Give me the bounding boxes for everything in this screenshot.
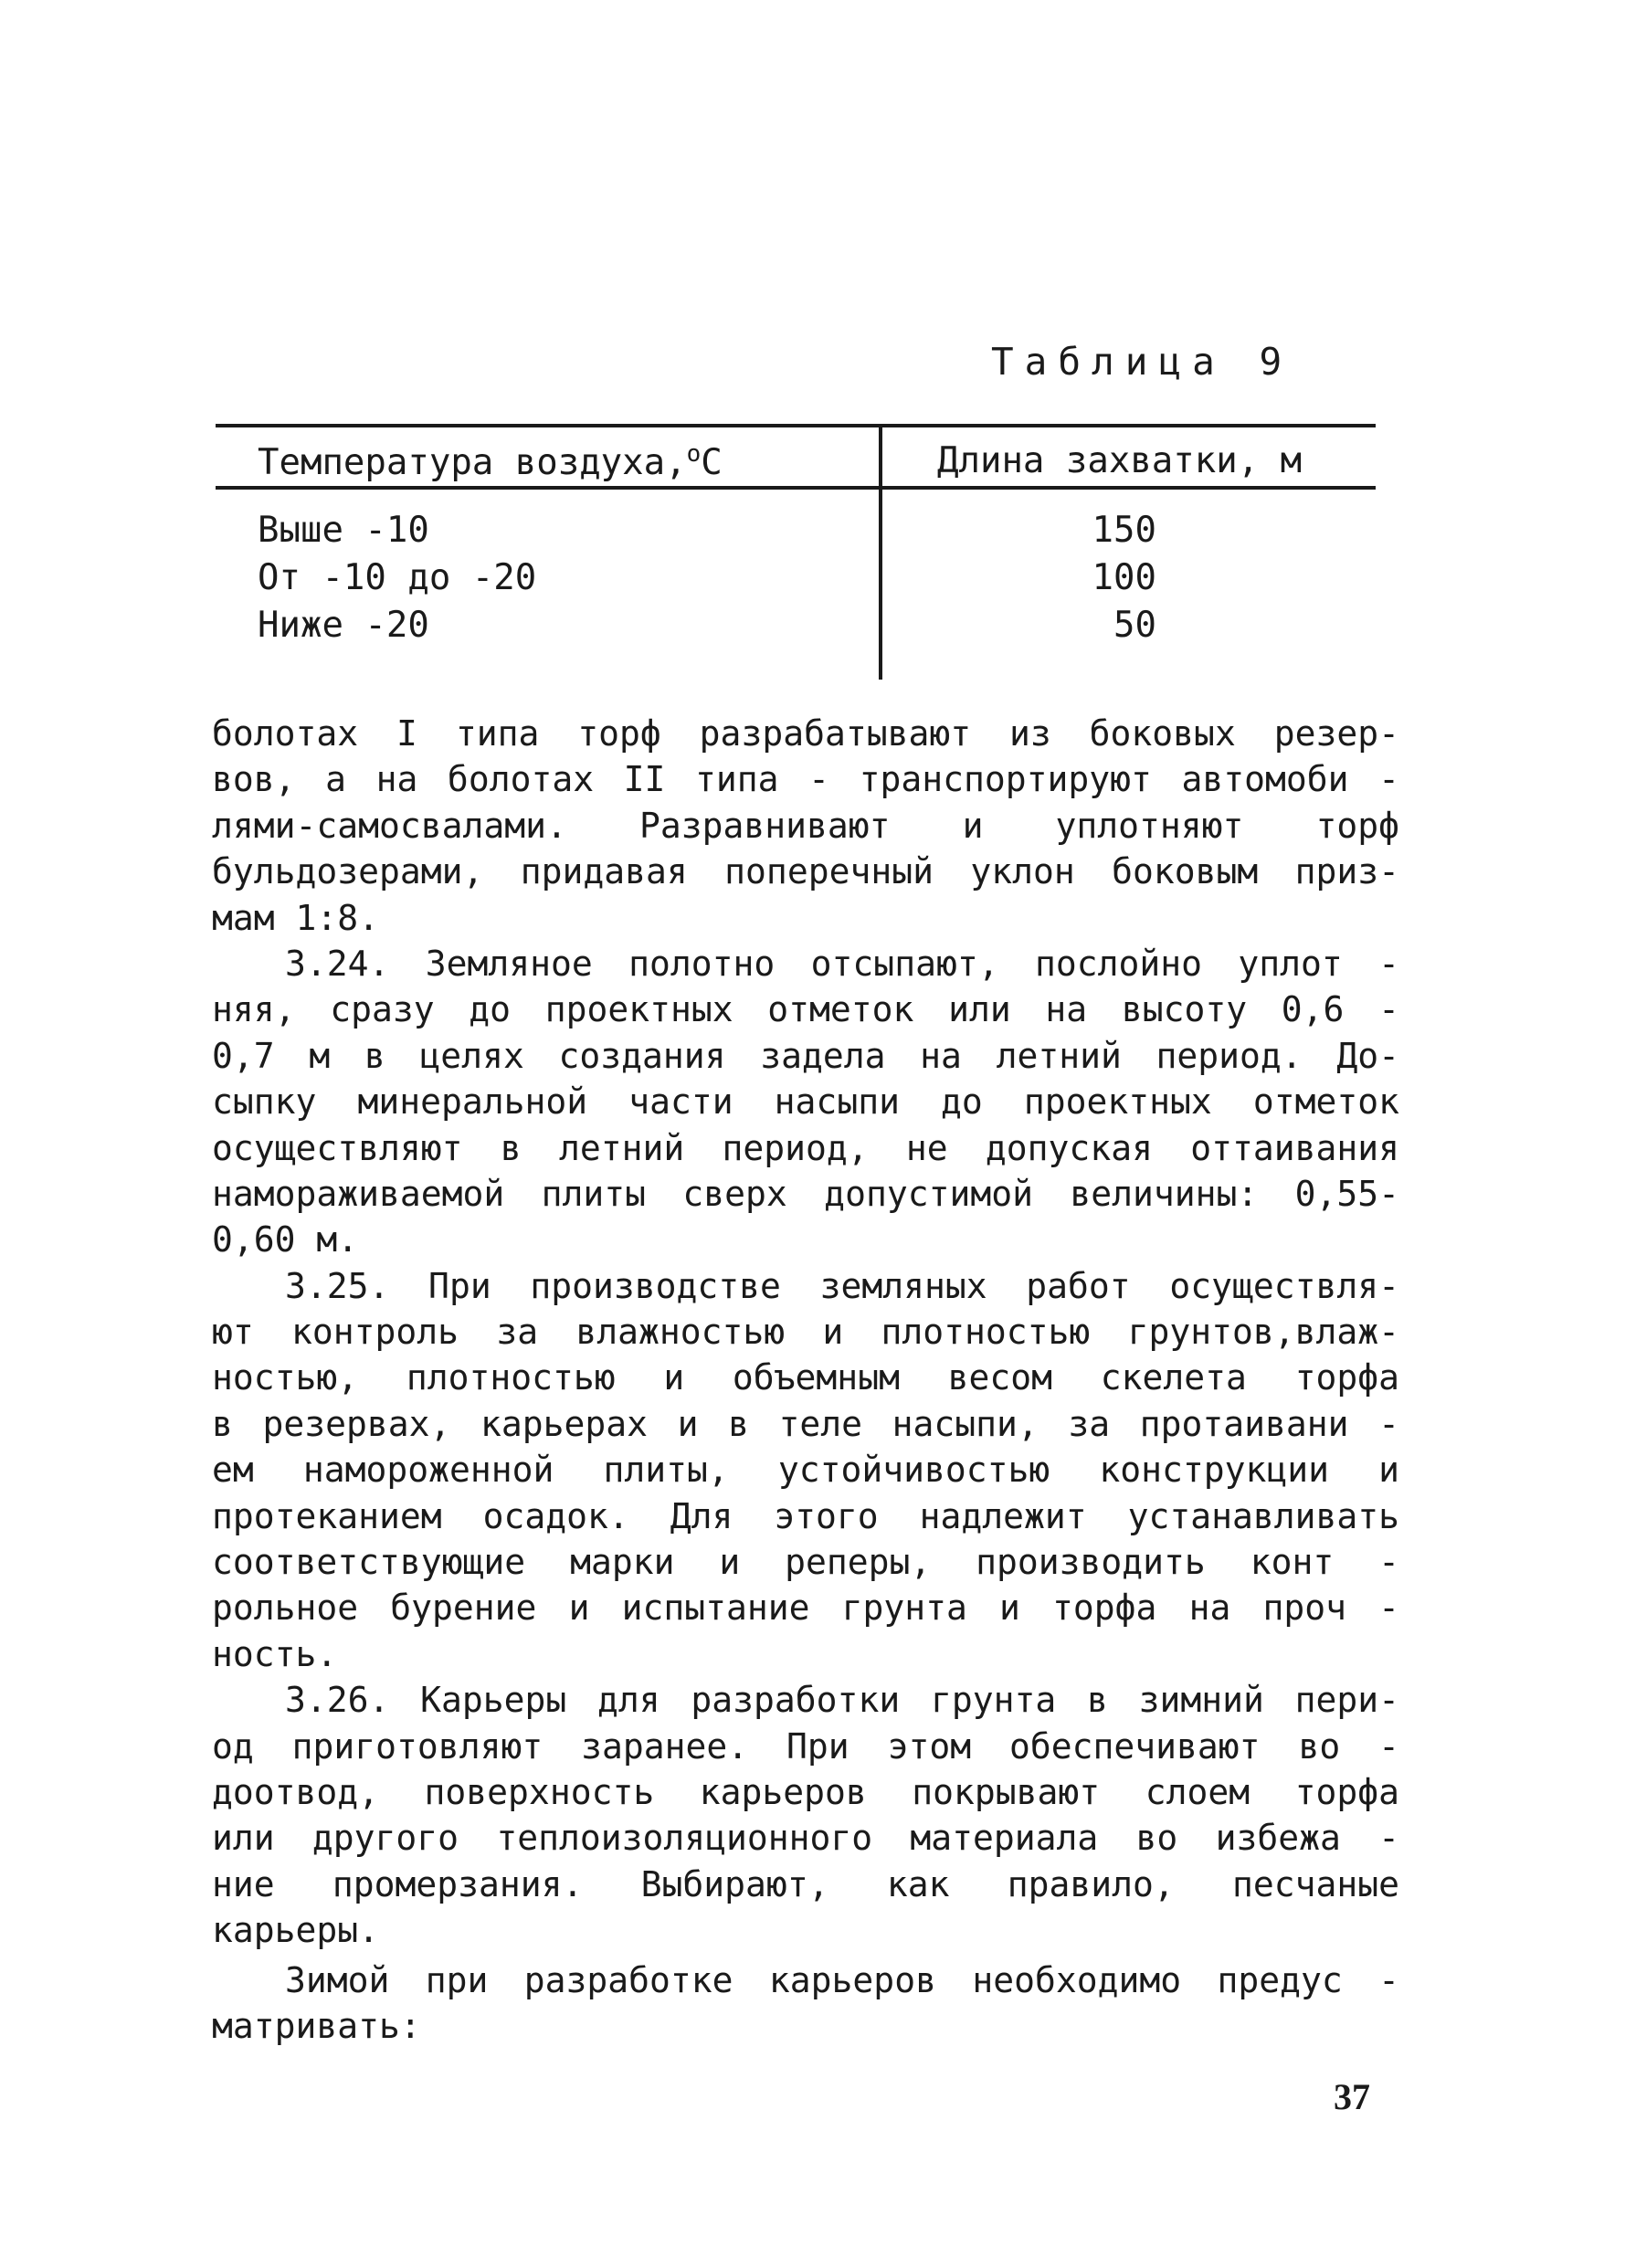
- cell-temperature: Выше -10: [258, 510, 429, 551]
- text-line: од приготовляют заранее. При этом обеспечивают во -: [212, 1725, 1399, 1767]
- text-line: намораживаемой плиты сверх допустимой величины: 0,55-: [212, 1173, 1399, 1214]
- degree-sign: о: [686, 440, 702, 468]
- table-row: [216, 605, 1376, 652]
- body-text: [212, 711, 1399, 2049]
- text-line: бульдозерами, придавая поперечный уклон боковым приз-: [212, 851, 1399, 892]
- cell-temperature: Ниже -20: [258, 605, 429, 646]
- text-line: ем намороженной плиты, устойчивостью конструкции и: [212, 1450, 1399, 1491]
- text-line: протеканием осадок. Для этого надлежит устанавливать: [212, 1495, 1399, 1536]
- text-line: болотах I типа торф разрабатывают из боковых резер-: [212, 713, 1399, 754]
- text-line: или другого теплоизоляционного материала во избежа -: [212, 1818, 1399, 1859]
- text-line: ние промерзания. Выбирают, как правило, песчаные: [212, 1863, 1399, 1904]
- text-line: лями-самосвалами. Разравнивают и уплотняют торф: [212, 805, 1399, 846]
- cell-length: 150: [1092, 510, 1156, 551]
- text-line: няя, сразу до проектных отметок или на высоту 0,6 -: [212, 989, 1399, 1030]
- text-line: карьеры.: [212, 1910, 380, 1951]
- cell-length: 50: [1113, 605, 1156, 646]
- cell-temperature: От -10 до -20: [258, 557, 537, 598]
- text-line: ностью, плотностью и объемным весом скелета торфа: [212, 1357, 1399, 1398]
- paragraph-3-25-start: 3.25. При производстве земляных работ осуществля-: [285, 1265, 1399, 1306]
- text-line: вов, а на болотах II типа - транспортируют автомоби -: [212, 759, 1399, 800]
- text-line: 0,60 м.: [212, 1219, 359, 1261]
- header-temperature-text: Температура воздуха,: [258, 442, 687, 483]
- text-line: сыпку минеральной части насыпи до проектных отметок: [212, 1081, 1399, 1123]
- table-row: [216, 557, 1376, 605]
- paragraph-3-24-start: 3.24. Земляное полотно отсыпают, послойно уплот -: [285, 943, 1399, 984]
- text-line: осуществляют в летний период, не допуская оттаивания: [212, 1127, 1399, 1168]
- header-temperature-unit: С: [701, 442, 723, 483]
- text-line: мам 1:8.: [212, 897, 380, 938]
- paragraph-3-26-start: 3.26. Карьеры для разработки грунта в зимний пери-: [285, 1680, 1399, 1721]
- header-temperature: [258, 440, 723, 483]
- text-line: ют контроль за влажностью и плотностью грунтов,влаж-: [212, 1312, 1399, 1353]
- table-row: [216, 510, 1376, 557]
- text-line: 0,7 м в целях создания задела на летний период. До-: [212, 1035, 1399, 1076]
- table-header-rule: [216, 486, 1376, 490]
- text-line: матривать:: [212, 2005, 421, 2046]
- paragraph-winter-start: Зимой при разработке карьеров необходимо предус -: [285, 1959, 1399, 2000]
- text-line: рольное бурение и испытание грунта и торфа на проч -: [212, 1588, 1399, 1629]
- text-line: в резервах, карьерах и в теле насыпи, за протаивани -: [212, 1403, 1399, 1444]
- text-line: соответствующие марки и реперы, производить конт -: [212, 1542, 1399, 1583]
- table-caption: Таблица 9: [991, 340, 1293, 384]
- page-number: 37: [1334, 2076, 1370, 2117]
- text-line: ность.: [212, 1633, 338, 1674]
- header-length: Длина захватки, м: [937, 440, 1303, 481]
- text-line: доотвод, поверхность карьеров покрывают слоем торфа: [212, 1771, 1399, 1812]
- cell-length: 100: [1092, 557, 1156, 598]
- table-top-rule: [216, 424, 1376, 427]
